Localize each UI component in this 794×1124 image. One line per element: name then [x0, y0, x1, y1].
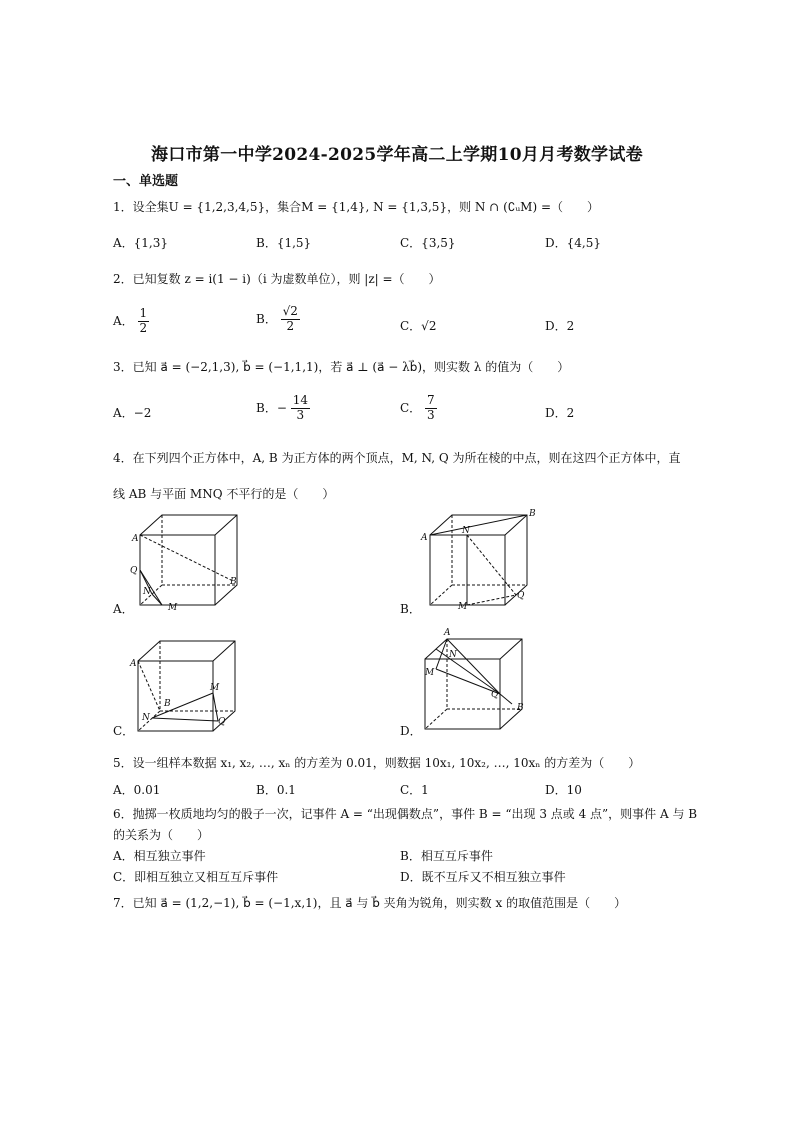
fig-b-label-b: B: [529, 509, 536, 519]
q4-figure-d: [418, 626, 538, 734]
q3-option-b: [256, 394, 310, 423]
q2-option-a-fraction: [138, 307, 150, 336]
fig-c-label-n: N: [142, 713, 150, 723]
question-6-stem-line1: 6．抛掷一枚质地均匀的骰子一次，记事件 A = “出现偶数点”，事件 B = “出现 3 点或 4 点”，则事件 A 与 B: [113, 807, 698, 821]
fig-d-label-q: Q: [491, 690, 499, 700]
fig-a-label-b: B: [230, 577, 237, 587]
q5-option-d: D．10: [545, 783, 582, 797]
q3-c-denominator: 3: [427, 407, 435, 422]
q2-option-a: [113, 307, 149, 336]
q2-b-numerator: √2: [282, 304, 298, 318]
q4-figure-d-option: D．: [400, 724, 422, 738]
q2-option-a-label: A．: [113, 313, 134, 328]
question-7-stem: 7．已知 a⃗ = (1,2,−1), b⃗ = (−1,x,1)，且 a⃗ 与 b⃗ 夹角为锐角，则实数 x 的取值范围是（ ）: [113, 896, 627, 910]
fig-c-label-b: B: [164, 699, 171, 709]
fig-d-label-m: M: [425, 668, 435, 678]
q3-option-d: D．2: [545, 406, 575, 420]
fig-a-label-n: N: [143, 587, 151, 597]
q2-option-b: [256, 305, 300, 334]
question-4-stem-line2: 线 AB 与平面 MNQ 不平行的是（ ）: [113, 487, 335, 501]
q2-option-d: D．2: [545, 319, 575, 333]
fig-b-label-q: Q: [517, 591, 525, 601]
q3-option-b-fraction: [291, 394, 310, 423]
q4-figure-a-option: A．: [113, 602, 134, 616]
page-title: 海口市第一中学2024-2025学年高二上学期10月月考数学试卷: [151, 145, 643, 165]
fig-c-label-m: M: [210, 683, 220, 693]
q3-option-c-label: C．: [400, 400, 422, 415]
question-3-stem: 3．已知 a⃗ = (−2,1,3), b⃗ = (−1,1,1)，若 a⃗ ⊥ (a⃗ − λb⃗)，则实数 λ 的值为（ ）: [113, 360, 570, 374]
fig-c-label-q: Q: [218, 717, 226, 727]
question-4-stem-line1: 4．在下列四个正方体中，A, B 为正方体的两个顶点，M, N, Q 为所在棱的中点，则在这四个正方体中，直: [113, 451, 681, 465]
fig-a-label-a: A: [132, 534, 139, 544]
cube-figure-a: [130, 510, 250, 610]
q4-figure-b-option: B．: [400, 602, 421, 616]
q3-option-c-fraction: [425, 394, 437, 423]
section-heading: 一、单选题: [113, 174, 179, 189]
q6-option-d: D．既不互斥又不相互独立事件: [400, 870, 566, 884]
q3-option-c: [400, 394, 437, 423]
q6-option-c: C．即相互独立又相互互斥事件: [113, 870, 279, 884]
q1-option-c: C．{3,5}: [400, 236, 456, 250]
q5-option-a: A．0.01: [113, 783, 161, 797]
fig-d-label-n: N: [449, 650, 457, 660]
fig-a-label-m: M: [168, 603, 178, 610]
fig-d-label-a: A: [444, 628, 451, 638]
fig-b-label-a: A: [421, 533, 428, 543]
q3-b-denominator: 3: [296, 407, 305, 422]
q4-figure-b: [418, 508, 538, 610]
q3-b-numerator: 14: [292, 393, 308, 407]
q1-option-a: A．{1,3}: [113, 236, 169, 250]
q2-a-numerator: 1: [139, 306, 148, 320]
q6-option-a: A．相互独立事件: [113, 849, 206, 863]
fig-c-label-a: A: [130, 659, 137, 669]
fig-d-label-b: B: [517, 703, 524, 713]
q3-option-b-label: B．−: [256, 400, 287, 415]
q5-option-b: B．0.1: [256, 783, 296, 797]
question-1-stem: 1．设全集U = {1,2,3,4,5}，集合M = {1,4}, N = {1,3,5}，则 N ∩ (∁ᵤM) =（ ）: [113, 200, 600, 214]
question-6-stem-line2: 的关系为（ ）: [113, 828, 210, 842]
cube-figure-c: [128, 636, 248, 736]
q2-a-denominator: 2: [139, 320, 148, 335]
cube-figure-d: [418, 626, 538, 734]
q3-option-a: A．−2: [113, 406, 152, 420]
q2-b-denominator: 2: [286, 318, 295, 333]
q6-option-b: B．相互互斥事件: [400, 849, 493, 863]
q4-figure-c: [128, 636, 248, 736]
question-2-stem: 2．已知复数 z = i(1 − i)（i 为虚数单位），则 |z| =（ ）: [113, 272, 441, 286]
q3-c-numerator: 7: [427, 393, 435, 407]
fig-a-label-q: Q: [130, 566, 138, 576]
q5-option-c: C．1: [400, 783, 429, 797]
q4-figure-a: [130, 510, 250, 610]
q4-figure-c-option: C．: [113, 724, 135, 738]
q1-option-d: D．{4,5}: [545, 236, 601, 250]
q2-option-b-fraction: [281, 305, 300, 334]
question-5-stem: 5．设一组样本数据 x₁, x₂, …, xₙ 的方差为 0.01，则数据 10x₁, 10x₂, …, 10xₙ 的方差为（ ）: [113, 756, 641, 770]
cube-figure-b: [418, 508, 538, 610]
fig-b-label-m: M: [458, 602, 468, 610]
q1-option-b: B．{1,5}: [256, 236, 312, 250]
fig-b-label-n: N: [462, 526, 470, 536]
q2-option-b-label: B．: [256, 311, 277, 326]
q2-option-c: C．√2: [400, 319, 437, 333]
